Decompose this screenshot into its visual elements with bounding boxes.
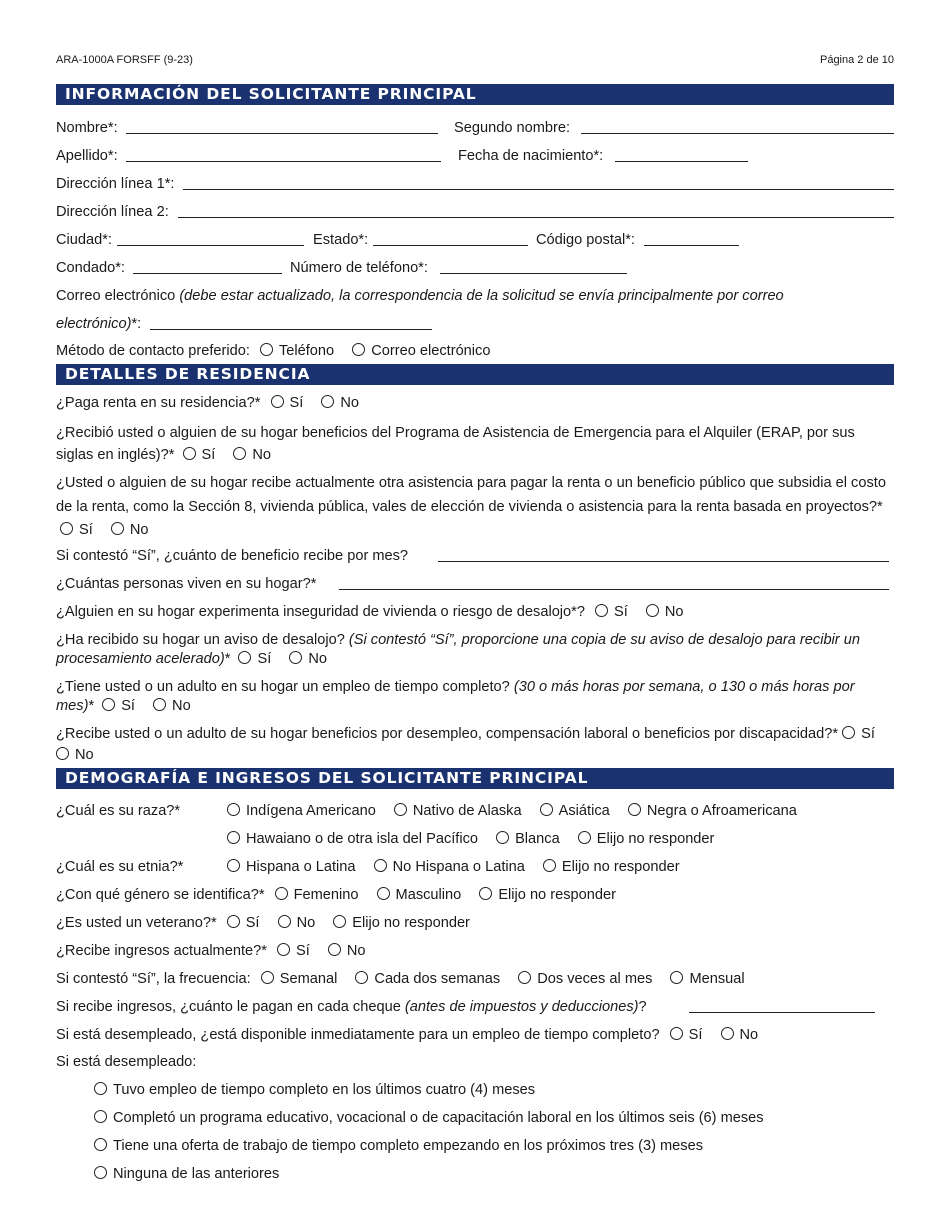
email-row-1 [56,287,894,305]
race-black-radio[interactable] [628,803,641,816]
county-field[interactable] [133,273,282,274]
benefit-amount-question: Si contestó “Sí”, ¿cuánto de beneficio recibe por mes? [56,548,409,564]
veteran-yes-radio[interactable] [227,915,240,928]
veteran-no-radio[interactable] [278,915,291,928]
race-option-label: Indígena Americano [246,803,376,819]
veteran-option-label: Sí [245,915,260,931]
rent-no-radio[interactable] [321,395,334,408]
race-pacific-islander-radio[interactable] [227,831,240,844]
race-native-american-radio[interactable] [227,803,240,816]
freq-option-label: Semanal [279,971,338,987]
email-note-1: (debe estar actualizado, la correspondencia de la solicitud se envía principalmente por correo [179,288,784,304]
ethnicity-option-label: Hispana o Latina [246,859,356,875]
benefit-amount-field[interactable] [438,561,889,562]
erap-yes-label: Sí [201,447,216,463]
race-asian-radio[interactable] [540,803,553,816]
email-row-2 [56,315,894,333]
benefits-yes-radio[interactable] [842,726,855,739]
first-name-field[interactable] [126,133,438,134]
income-option-label: Sí [295,943,310,959]
email-field[interactable] [150,329,432,330]
frequency-question: Si contestó “Sí”, la frecuencia: [56,971,251,987]
gender-option-label: Elijo no responder [498,887,616,903]
eviction-no-label: No [308,651,327,667]
race-option-label: Nativo de Alaska [412,803,522,819]
gender-row [56,886,894,904]
race-question: ¿Cuál es su raza?* [56,803,181,819]
unemployed-recent-job-radio[interactable] [94,1082,107,1095]
unemployed-label-row [56,1053,894,1071]
erap-row [56,422,894,466]
first-name-label: Nombre*: [56,120,118,136]
unemployed-option-label: Tiene una oferta de trabajo de tiempo completo empezando en los próximos tres (3) meses [113,1138,704,1154]
erap-no-label: No [252,447,272,463]
ethnicity-option-label: Elijo no responder [561,859,680,875]
city-field[interactable] [117,245,304,246]
gender-decline-radio[interactable] [479,887,492,900]
race-white-radio[interactable] [496,831,509,844]
freq-biweekly-radio[interactable] [355,971,368,984]
phone-field[interactable] [440,273,627,274]
freq-semimonthly-radio[interactable] [518,971,531,984]
availability-no-radio[interactable] [721,1027,734,1040]
pay-amount-row [56,998,894,1016]
unemployed-option-label: Completó un programa educativo, vocacional o de capacitación laboral en los últimos seis (6) meses [113,1110,764,1126]
zip-field[interactable] [644,245,739,246]
ethnicity-non-hispanic-radio[interactable] [374,859,387,872]
dob-label: Fecha de nacimiento*: [458,148,604,164]
fulltime-no-radio[interactable] [153,698,166,711]
ethnicity-hispanic-radio[interactable] [227,859,240,872]
address2-label: Dirección línea 2: [56,204,169,220]
income-question: ¿Recibe ingresos actualmente?* [56,943,267,959]
address2-field[interactable] [178,217,894,218]
contact-email-label: Correo electrónico [371,343,491,359]
benefits-yes-label: Sí [861,726,875,742]
veteran-decline-radio[interactable] [333,915,346,928]
rent-yes-radio[interactable] [271,395,284,408]
ethnicity-question: ¿Cuál es su etnia?* [56,859,184,875]
last-name-label: Apellido*: [56,148,118,164]
pay-amount-suffix: ? [638,999,647,1015]
contact-method-label: Método de contacto preferido: [56,343,250,359]
email-suffix: *: [131,316,142,332]
ethnicity-decline-radio[interactable] [543,859,556,872]
state-field[interactable] [373,245,528,246]
income-option-label: No [346,943,366,959]
assistance-no-label: No [129,522,149,538]
unemployed-option-row [94,1137,894,1155]
race-option-label: Asiática [558,803,610,819]
erap-yes-radio[interactable] [183,447,196,460]
middle-name-label: Segundo nombre: [454,120,571,136]
race-option-label: Elijo no responder [596,831,715,847]
fulltime-question: ¿Tiene usted o un adulto en su hogar un empleo de tiempo completo? [56,679,510,695]
contact-phone-radio[interactable] [260,343,273,356]
housing-insecurity-row [56,603,894,621]
assistance-yes-label: Sí [79,522,93,538]
eviction-yes-radio[interactable] [238,651,251,664]
freq-option-label: Mensual [689,971,745,987]
rent-no-label: No [340,395,360,411]
eviction-no-radio[interactable] [289,651,302,664]
insecurity-no-radio[interactable] [646,604,659,617]
race-option-label: Negra o Afroamericana [646,803,797,819]
gender-female-radio[interactable] [275,887,288,900]
benefits-row [56,724,894,766]
fulltime-suffix: * [88,698,95,714]
veteran-option-label: Elijo no responder [352,915,470,931]
unemployed-option-label: Tuvo empleo de tiempo completo en los últimos cuatro (4) meses [113,1082,536,1098]
availability-option-label: Sí [688,1027,703,1043]
pay-amount-field[interactable] [689,1012,875,1013]
rent-question: ¿Paga renta en su residencia?* [56,395,261,411]
contact-phone-label: Teléfono [278,343,335,359]
address1-field[interactable] [183,189,894,190]
household-size-field[interactable] [339,589,889,590]
freq-weekly-radio[interactable] [261,971,274,984]
email-note-2: electrónico) [56,316,132,332]
last-name-field[interactable] [126,161,441,162]
rent-yes-label: Sí [289,395,304,411]
eviction-row [56,631,894,669]
assistance-no-radio[interactable] [111,522,124,535]
city-label: Ciudad*: [56,232,112,248]
benefits-no-radio[interactable] [56,747,69,760]
contact-email-radio[interactable] [352,343,365,356]
availability-option-label: No [739,1027,759,1043]
email-label: Correo electrónico [56,288,176,304]
dob-field[interactable] [615,161,748,162]
benefits-question: ¿Recibe usted o un adulto de su hogar beneficios por desempleo, compensación laboral o beneficios por discapacidad?* [56,726,839,742]
income-row [56,942,894,960]
eviction-yes-label: Sí [257,651,272,667]
state-label: Estado*: [313,232,369,248]
freq-option-label: Dos veces al mes [537,971,653,987]
pay-amount-question: Si recibe ingresos, ¿cuánto le pagan en cada cheque [56,999,401,1015]
form-id: ARA-1000A FORSFF (9-23) [56,54,193,66]
fulltime-yes-label: Sí [121,698,135,714]
fulltime-row [56,678,894,716]
gender-option-label: Masculino [395,887,462,903]
eviction-question: ¿Ha recibido su hogar un aviso de desalojo? [56,632,345,648]
unemployed-job-offer-radio[interactable] [94,1138,107,1151]
section-title-residence: DETALLES DE RESIDENCIA [56,364,894,385]
middle-name-field[interactable] [581,133,894,134]
freq-option-label: Cada dos semanas [374,971,501,987]
insecurity-yes-radio[interactable] [595,604,608,617]
unemployed-option-row [94,1081,894,1099]
availability-question: Si está desempleado, ¿está disponible inmediatamente para un empleo de tiempo completo? [56,1027,660,1043]
veteran-row [56,914,894,932]
frequency-row [56,970,894,988]
insecurity-yes-label: Sí [614,604,628,620]
erap-question: ¿Recibió usted o alguien de su hogar beneficios del Programa de Asistencia de Emergencia para el Alquiler (ERAP, por sus siglas en inglés)?* [56,425,855,463]
race-alaska-native-radio[interactable] [394,803,407,816]
gender-option-label: Femenino [293,887,359,903]
eviction-note: (Si contestó “Sí”, proporcione una copia de su aviso de desalojo para recibir un procesamiento acelerado) [56,632,860,667]
fulltime-no-label: No [172,698,191,714]
fulltime-yes-radio[interactable] [102,698,115,711]
unemployed-option-row [94,1109,894,1127]
assistance-row [56,472,894,543]
fulltime-note: (30 o más horas por semana, o 130 o más horas por mes) [56,679,855,714]
phone-label: Número de teléfono*: [290,260,428,276]
rent-row [56,394,894,412]
veteran-question: ¿Es usted un veterano?* [56,915,217,931]
availability-row [56,1026,894,1044]
benefits-no-label: No [75,747,94,763]
gender-male-radio[interactable] [377,887,390,900]
race-option-label: Hawaiano o de otra isla del Pacífico [246,831,479,847]
race-option-label: Blanca [515,831,560,847]
income-no-radio[interactable] [328,943,341,956]
housing-insecurity-question: ¿Alguien en su hogar experimenta inseguridad de vivienda o riesgo de desalojo*? [56,604,585,620]
ethnicity-option-label: No Hispana o Latina [392,859,525,875]
assistance-yes-radio[interactable] [60,522,73,535]
contact-method-row [56,342,894,360]
unemployed-none-radio[interactable] [94,1166,107,1179]
address1-label: Dirección línea 1*: [56,176,175,192]
unemployed-training-radio[interactable] [94,1110,107,1123]
pay-amount-note: (antes de impuestos y deducciones) [404,999,639,1015]
page-number: Página 2 de 10 [819,54,894,66]
unemployed-label: Si está desempleado: [56,1054,197,1070]
section-title-applicant: INFORMACIÓN DEL SOLICITANTE PRINCIPAL [56,84,894,105]
erap-no-radio[interactable] [233,447,246,460]
unemployed-option-label: Ninguna de las anteriores [113,1166,280,1182]
section-title-demographics: DEMOGRAFÍA E INGRESOS DEL SOLICITANTE PRINCIPAL [56,768,894,789]
availability-yes-radio[interactable] [670,1027,683,1040]
unemployed-option-row [94,1165,894,1183]
freq-monthly-radio[interactable] [670,971,683,984]
assistance-question: ¿Usted o alguien de su hogar recibe actualmente otra asistencia para pagar la renta o un beneficio público que subsidia el costo de la renta, como la Sección 8, vivienda pública, vales de elección de vivienda o asistencia para la renta basada en proyectos?* [56,475,886,515]
county-label: Condado*: [56,260,125,276]
gender-question: ¿Con qué género se identifica?* [56,887,265,903]
income-yes-radio[interactable] [277,943,290,956]
veteran-option-label: No [296,915,316,931]
household-size-question: ¿Cuántas personas viven en su hogar?* [56,576,317,592]
zip-label: Código postal*: [536,232,635,248]
eviction-suffix: * [224,651,231,667]
race-decline-radio[interactable] [578,831,591,844]
insecurity-no-label: No [664,604,684,620]
